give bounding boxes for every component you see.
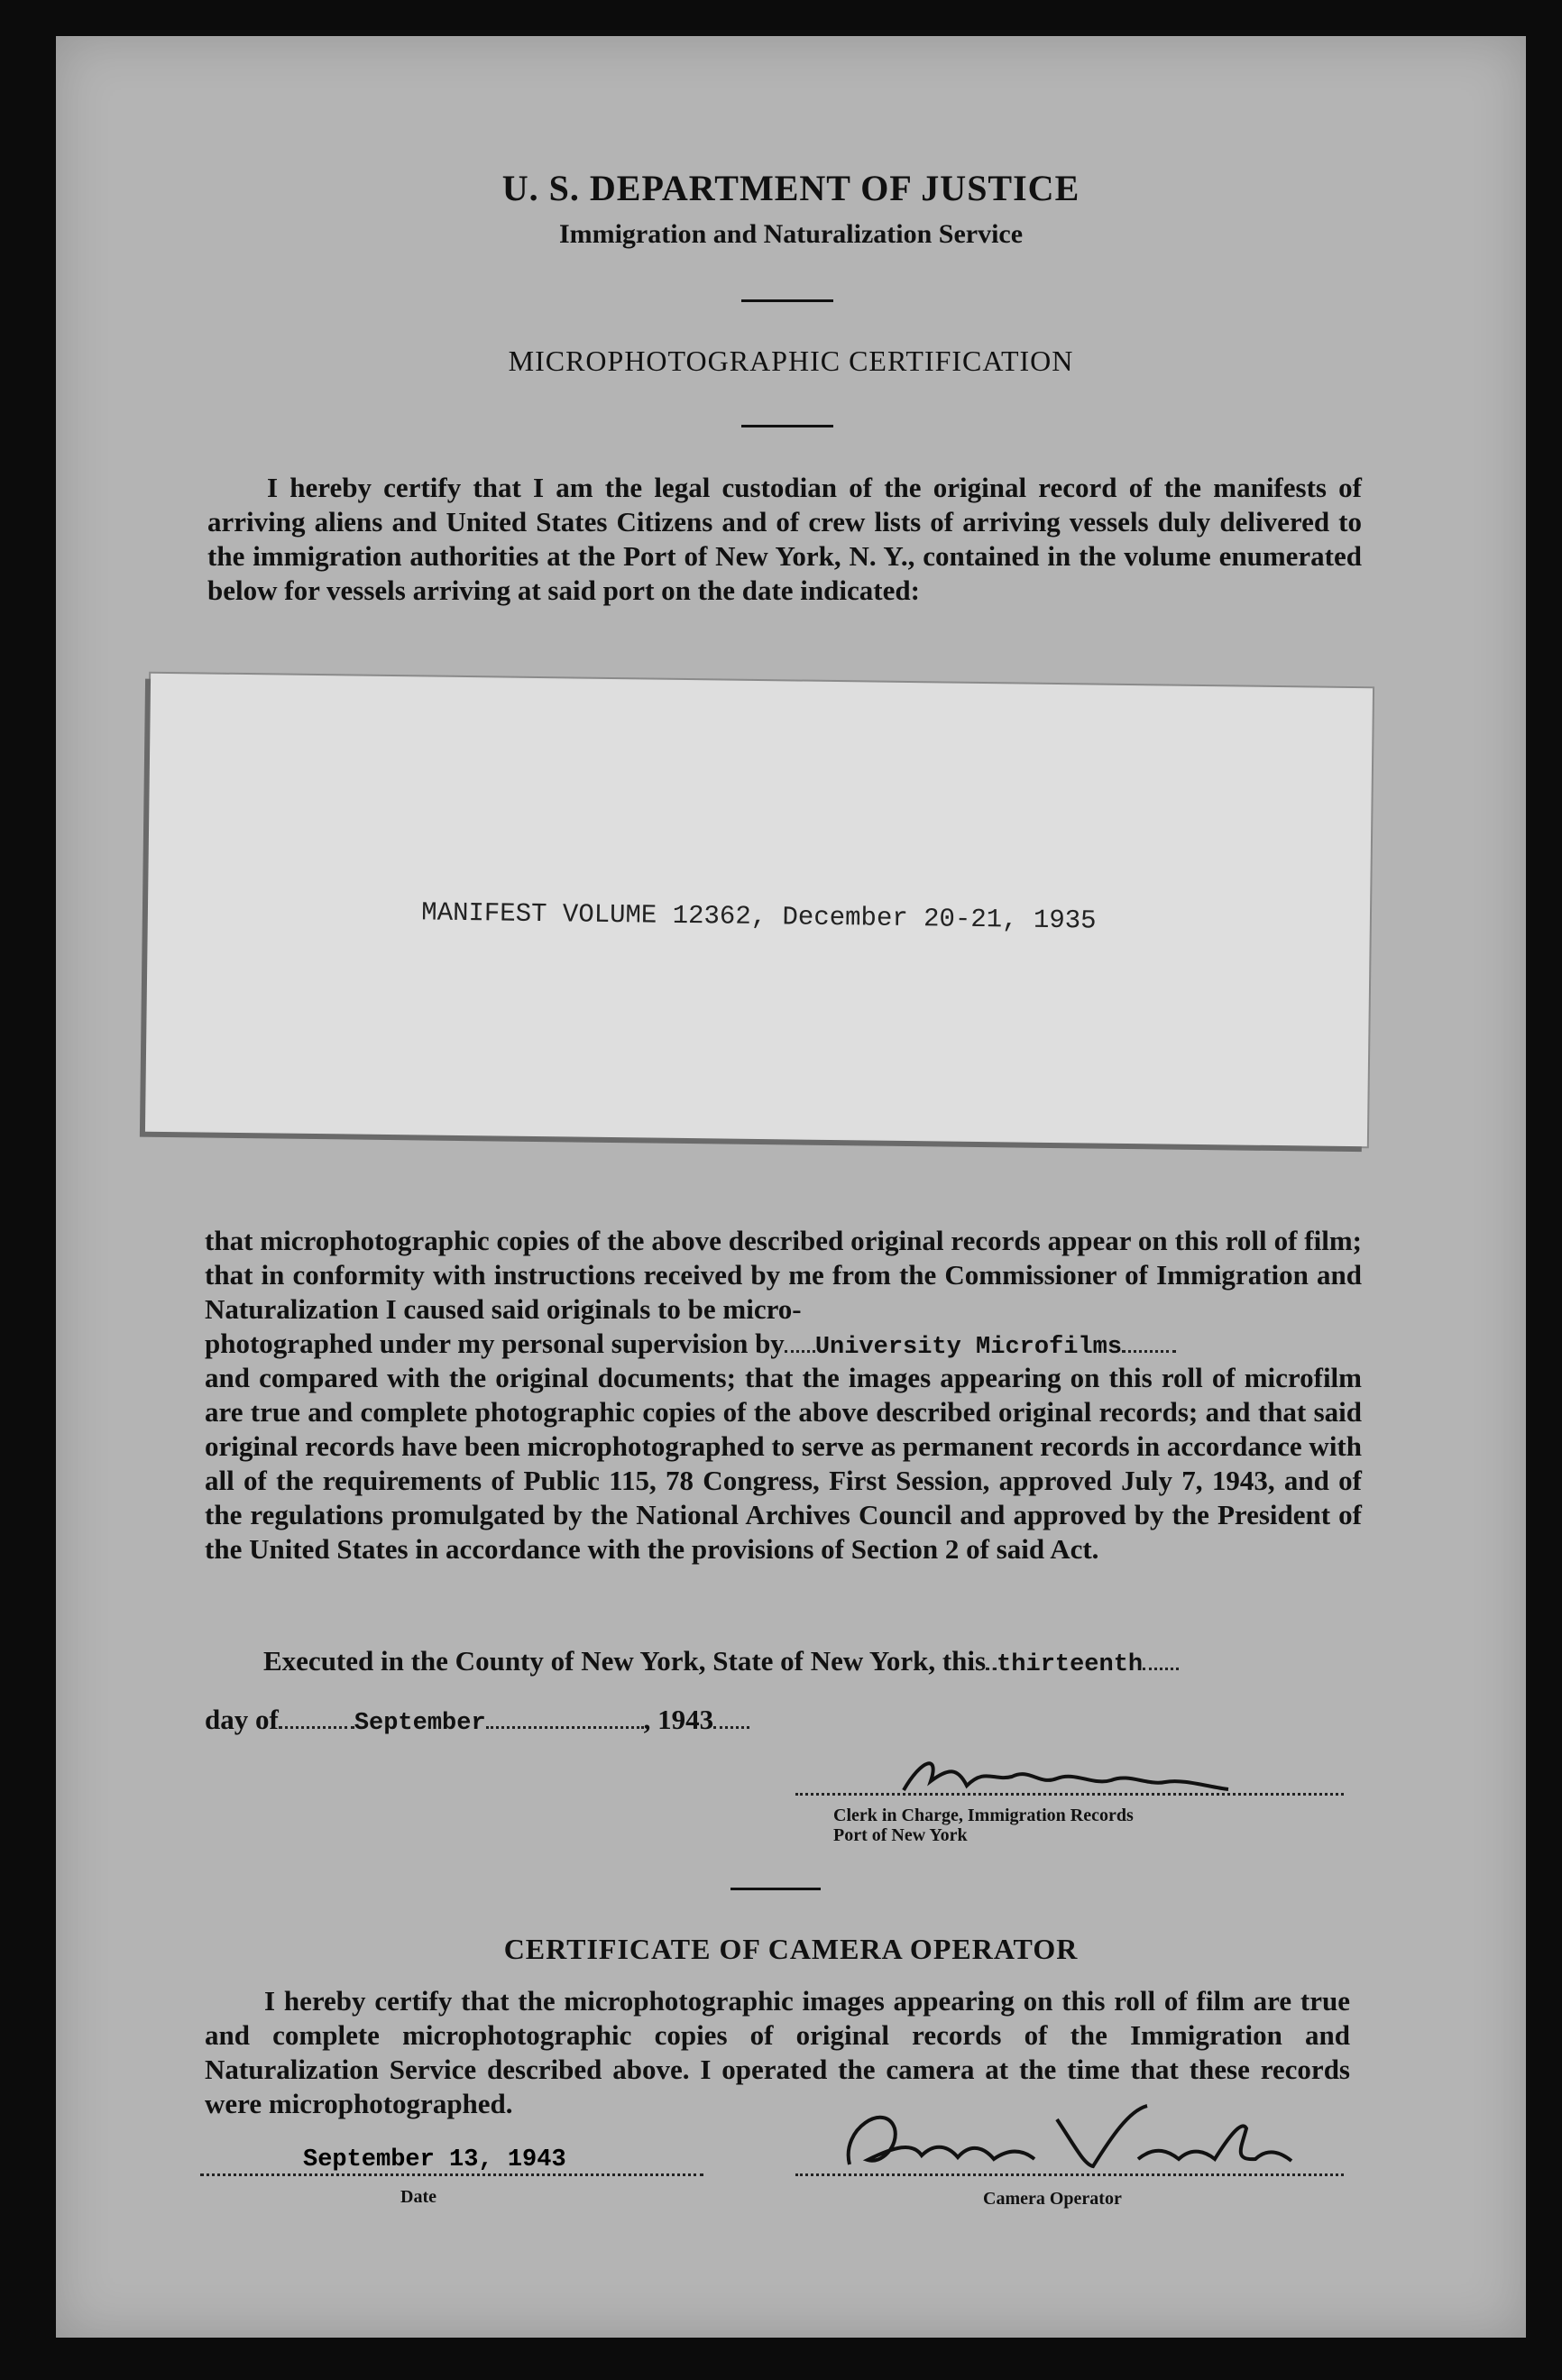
executed-prefix: Executed in the County of New York, State of New York, this bbox=[263, 1645, 987, 1677]
supervision-prefix: photographed under my personal supervision by bbox=[205, 1328, 785, 1359]
executed-line bbox=[263, 1644, 1373, 1682]
operator-signature-scribble bbox=[832, 2092, 1300, 2182]
header-rule-2 bbox=[741, 425, 833, 427]
executed-day: thirteenth bbox=[997, 1651, 1144, 1678]
certification-title: MICROPHOTOGRAPHIC CERTIFICATION bbox=[508, 345, 1074, 377]
intro-paragraph: I hereby certify that I am the legal custodian of the original record of the manifests of arriving aliens and United States Citizens and of crew lists of arriving vessels duly delivered to the immigration authorities at the Port of New York, N. Y., contained in the volume enumerated below for vessels arriving at said port on the date indicated: bbox=[207, 472, 1362, 606]
dots-d bbox=[1143, 1668, 1179, 1670]
dots-b bbox=[1122, 1350, 1176, 1353]
dots-f bbox=[486, 1726, 644, 1729]
section-rule bbox=[730, 1888, 821, 1890]
operator-paragraph: I hereby certify that the microphotographic images appearing on this roll of film are true and complete microphotographic copies of original records of the Immigration and Naturalization Service described above. I operated the camera at the time that these records were microphotographed. bbox=[205, 1985, 1350, 2119]
supervisor-name: University Microfilms bbox=[814, 1334, 1123, 1361]
service-subheading: Immigration and Naturalization Service bbox=[558, 219, 1024, 249]
executed-month: September bbox=[354, 1710, 486, 1737]
clerk-title-line1: Clerk in Charge, Immigration Records bbox=[833, 1806, 1134, 1825]
dots-a bbox=[785, 1350, 815, 1353]
dots-c bbox=[986, 1668, 997, 1670]
day-of-line bbox=[205, 1703, 1107, 1741]
manifest-volume-text: MANIFEST VOLUME 12362, December 20-21, 1935 bbox=[421, 897, 1097, 936]
body-paragraph-part1: that microphotographic copies of the above described original records appear on this roll of film; that in conformity with instructions received by me from the Commissioner of Immigration and Naturalization I caused said originals to be micro- bbox=[205, 1225, 1362, 1325]
certificate-page bbox=[56, 36, 1526, 2338]
operator-section-title: CERTIFICATE OF CAMERA OPERATOR bbox=[503, 1933, 1079, 1965]
dots-e bbox=[279, 1726, 354, 1729]
header-rule-1 bbox=[741, 299, 833, 302]
manifest-card bbox=[145, 674, 1373, 1147]
date-line bbox=[200, 2173, 703, 2176]
agency-heading: U. S. DEPARTMENT OF JUSTICE bbox=[501, 168, 1080, 208]
clerk-title-line2: Port of New York bbox=[833, 1825, 968, 1845]
clerk-signature-scribble bbox=[895, 1741, 1237, 1804]
executed-year: , 1943 bbox=[643, 1704, 714, 1735]
operator-label: Camera Operator bbox=[983, 2189, 1122, 2209]
dots-g bbox=[713, 1726, 749, 1729]
date-label: Date bbox=[400, 2187, 436, 2207]
day-of-label: day of bbox=[205, 1704, 279, 1735]
body-paragraph-part2: and compared with the original documents; that the images appearing on this roll of microfilm are true and complete photographic copies of the above described original records; and that said original records have been microphotographed to serve as permanent records in accordance with all of the requirements of Public 115, 78 Congress, First Session, approved July 7, 1943, and of the regulations promulgated by the National Archives Council and approved by the President of the United States in accordance with the provisions of Section 2 of said Act. bbox=[205, 1362, 1362, 1565]
date-value: September 13, 1943 bbox=[303, 2146, 566, 2173]
supervision-line bbox=[205, 1327, 1362, 1365]
